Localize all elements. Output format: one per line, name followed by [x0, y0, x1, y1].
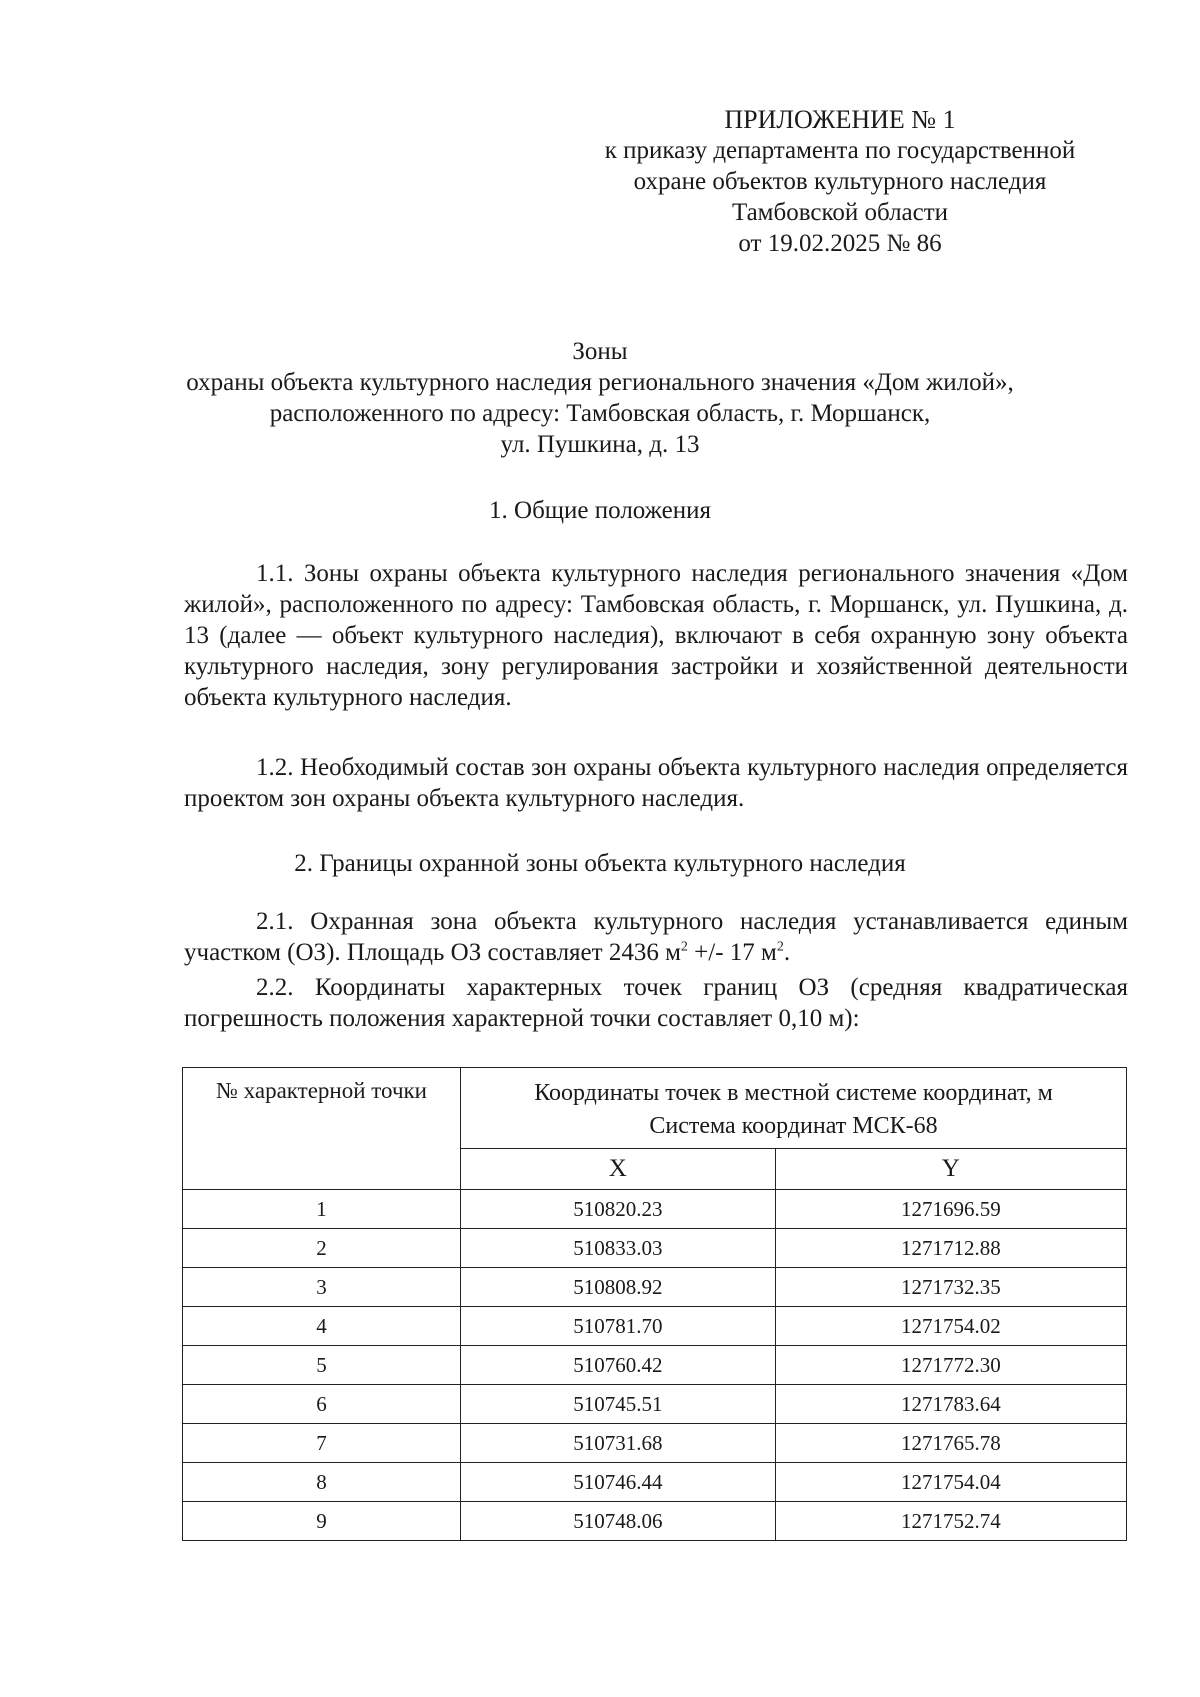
- x-cell: 510745.51: [461, 1385, 776, 1424]
- table-row: [183, 1190, 1127, 1229]
- coordinates-table: [182, 1067, 1127, 1541]
- y-cell: 1271696.59: [775, 1190, 1126, 1229]
- point-number-cell: 5: [183, 1346, 461, 1385]
- title-line: Зоны: [572, 338, 628, 365]
- point-number-cell: 7: [183, 1424, 461, 1463]
- paragraph-1-2: 1.2. Необходимый состав зон охраны объекта культурного наследия определяется проектом зон охраны объекта культурного наследия.: [184, 754, 1128, 812]
- x-cell: 510833.03: [461, 1229, 776, 1268]
- title-line: ул. Пушкина, д. 13: [500, 431, 700, 458]
- table-row: [183, 1463, 1127, 1502]
- point-number-cell: 6: [183, 1385, 461, 1424]
- y-cell: 1271754.02: [775, 1307, 1126, 1346]
- header-x: X: [461, 1149, 776, 1190]
- point-number-cell: 2: [183, 1229, 461, 1268]
- paragraph-1-1: 1.1. Зоны охраны объекта культурного наследия регионального значения «Дом жилой», расположенного по адресу: Тамбовская область, г. Моршанск, ул. Пушкина, д. 13 (далее — объект культурного наследия), включают в себя охранную зону объекта культурного наследия, зону регулирования застройки и хозяйственной деятельности объекта культурного наследия.: [184, 560, 1128, 711]
- x-cell: 510781.70: [461, 1307, 776, 1346]
- table-row: [183, 1268, 1127, 1307]
- table-row: [183, 1424, 1127, 1463]
- paragraph-2-1-text: .: [783, 939, 791, 966]
- header-y: Y: [775, 1149, 1126, 1190]
- header-coordinates-line: Координаты точек в местной системе координат, м: [534, 1080, 1053, 1106]
- title-line: расположенного по адресу: Тамбовская область, г. Моршанск,: [269, 400, 931, 427]
- x-cell: 510760.42: [461, 1346, 776, 1385]
- appendix-line: Тамбовской области: [731, 199, 949, 226]
- y-cell: 1271765.78: [775, 1424, 1126, 1463]
- x-cell: 510820.23: [461, 1190, 776, 1229]
- title-line: охраны объекта культурного наследия регионального значения «Дом жилой»,: [186, 369, 1014, 396]
- header-coordinates-line: Система координат МСК-68: [649, 1113, 938, 1139]
- appendix-line: к приказу департамента по государственной: [604, 137, 1076, 164]
- x-cell: 510731.68: [461, 1424, 776, 1463]
- table-row: [183, 1502, 1127, 1541]
- document-title: [150, 336, 1050, 460]
- paragraph-2-1-text: 2.1. Охранная зона объекта культурного наследия устанавливается единым участком (ОЗ). Площадь ОЗ составляет 2436 м: [184, 908, 1128, 966]
- appendix-title: ПРИЛОЖЕНИЕ № 1: [724, 105, 956, 134]
- appendix-block: [560, 104, 1120, 259]
- x-cell: 510808.92: [461, 1268, 776, 1307]
- table-row: [183, 1307, 1127, 1346]
- superscript: 2: [680, 939, 688, 955]
- section-2-heading: 2. Границы охранной зоны объекта культурного наследия: [294, 850, 906, 877]
- point-number-cell: 8: [183, 1463, 461, 1502]
- y-cell: 1271754.04: [775, 1463, 1126, 1502]
- table-row: [183, 1229, 1127, 1268]
- point-number-cell: 1: [183, 1190, 461, 1229]
- y-cell: 1271712.88: [775, 1229, 1126, 1268]
- superscript: 2: [776, 939, 784, 955]
- paragraph-2-1-text: +/- 17 м: [687, 939, 777, 966]
- header-coordinates: [461, 1068, 1127, 1149]
- appendix-line: охране объектов культурного наследия: [633, 168, 1047, 195]
- section-1-heading: 1. Общие положения: [489, 497, 711, 524]
- paragraph-2-2: 2.2. Координаты характерных точек границ ОЗ (средняя квадратическая погрешность положения характерной точки составляет 0,10 м):: [184, 974, 1128, 1032]
- point-number-cell: 9: [183, 1502, 461, 1541]
- table-row: [183, 1385, 1127, 1424]
- header-point-number: № характерной точки: [183, 1068, 461, 1190]
- point-number-cell: 4: [183, 1307, 461, 1346]
- paragraph-2-1: [184, 906, 1128, 968]
- x-cell: 510746.44: [461, 1463, 776, 1502]
- point-number-cell: 3: [183, 1268, 461, 1307]
- x-cell: 510748.06: [461, 1502, 776, 1541]
- y-cell: 1271732.35: [775, 1268, 1126, 1307]
- y-cell: 1271783.64: [775, 1385, 1126, 1424]
- table-row: [183, 1346, 1127, 1385]
- y-cell: 1271752.74: [775, 1502, 1126, 1541]
- y-cell: 1271772.30: [775, 1346, 1126, 1385]
- appendix-date-line: от 19.02.2025 № 86: [738, 230, 942, 257]
